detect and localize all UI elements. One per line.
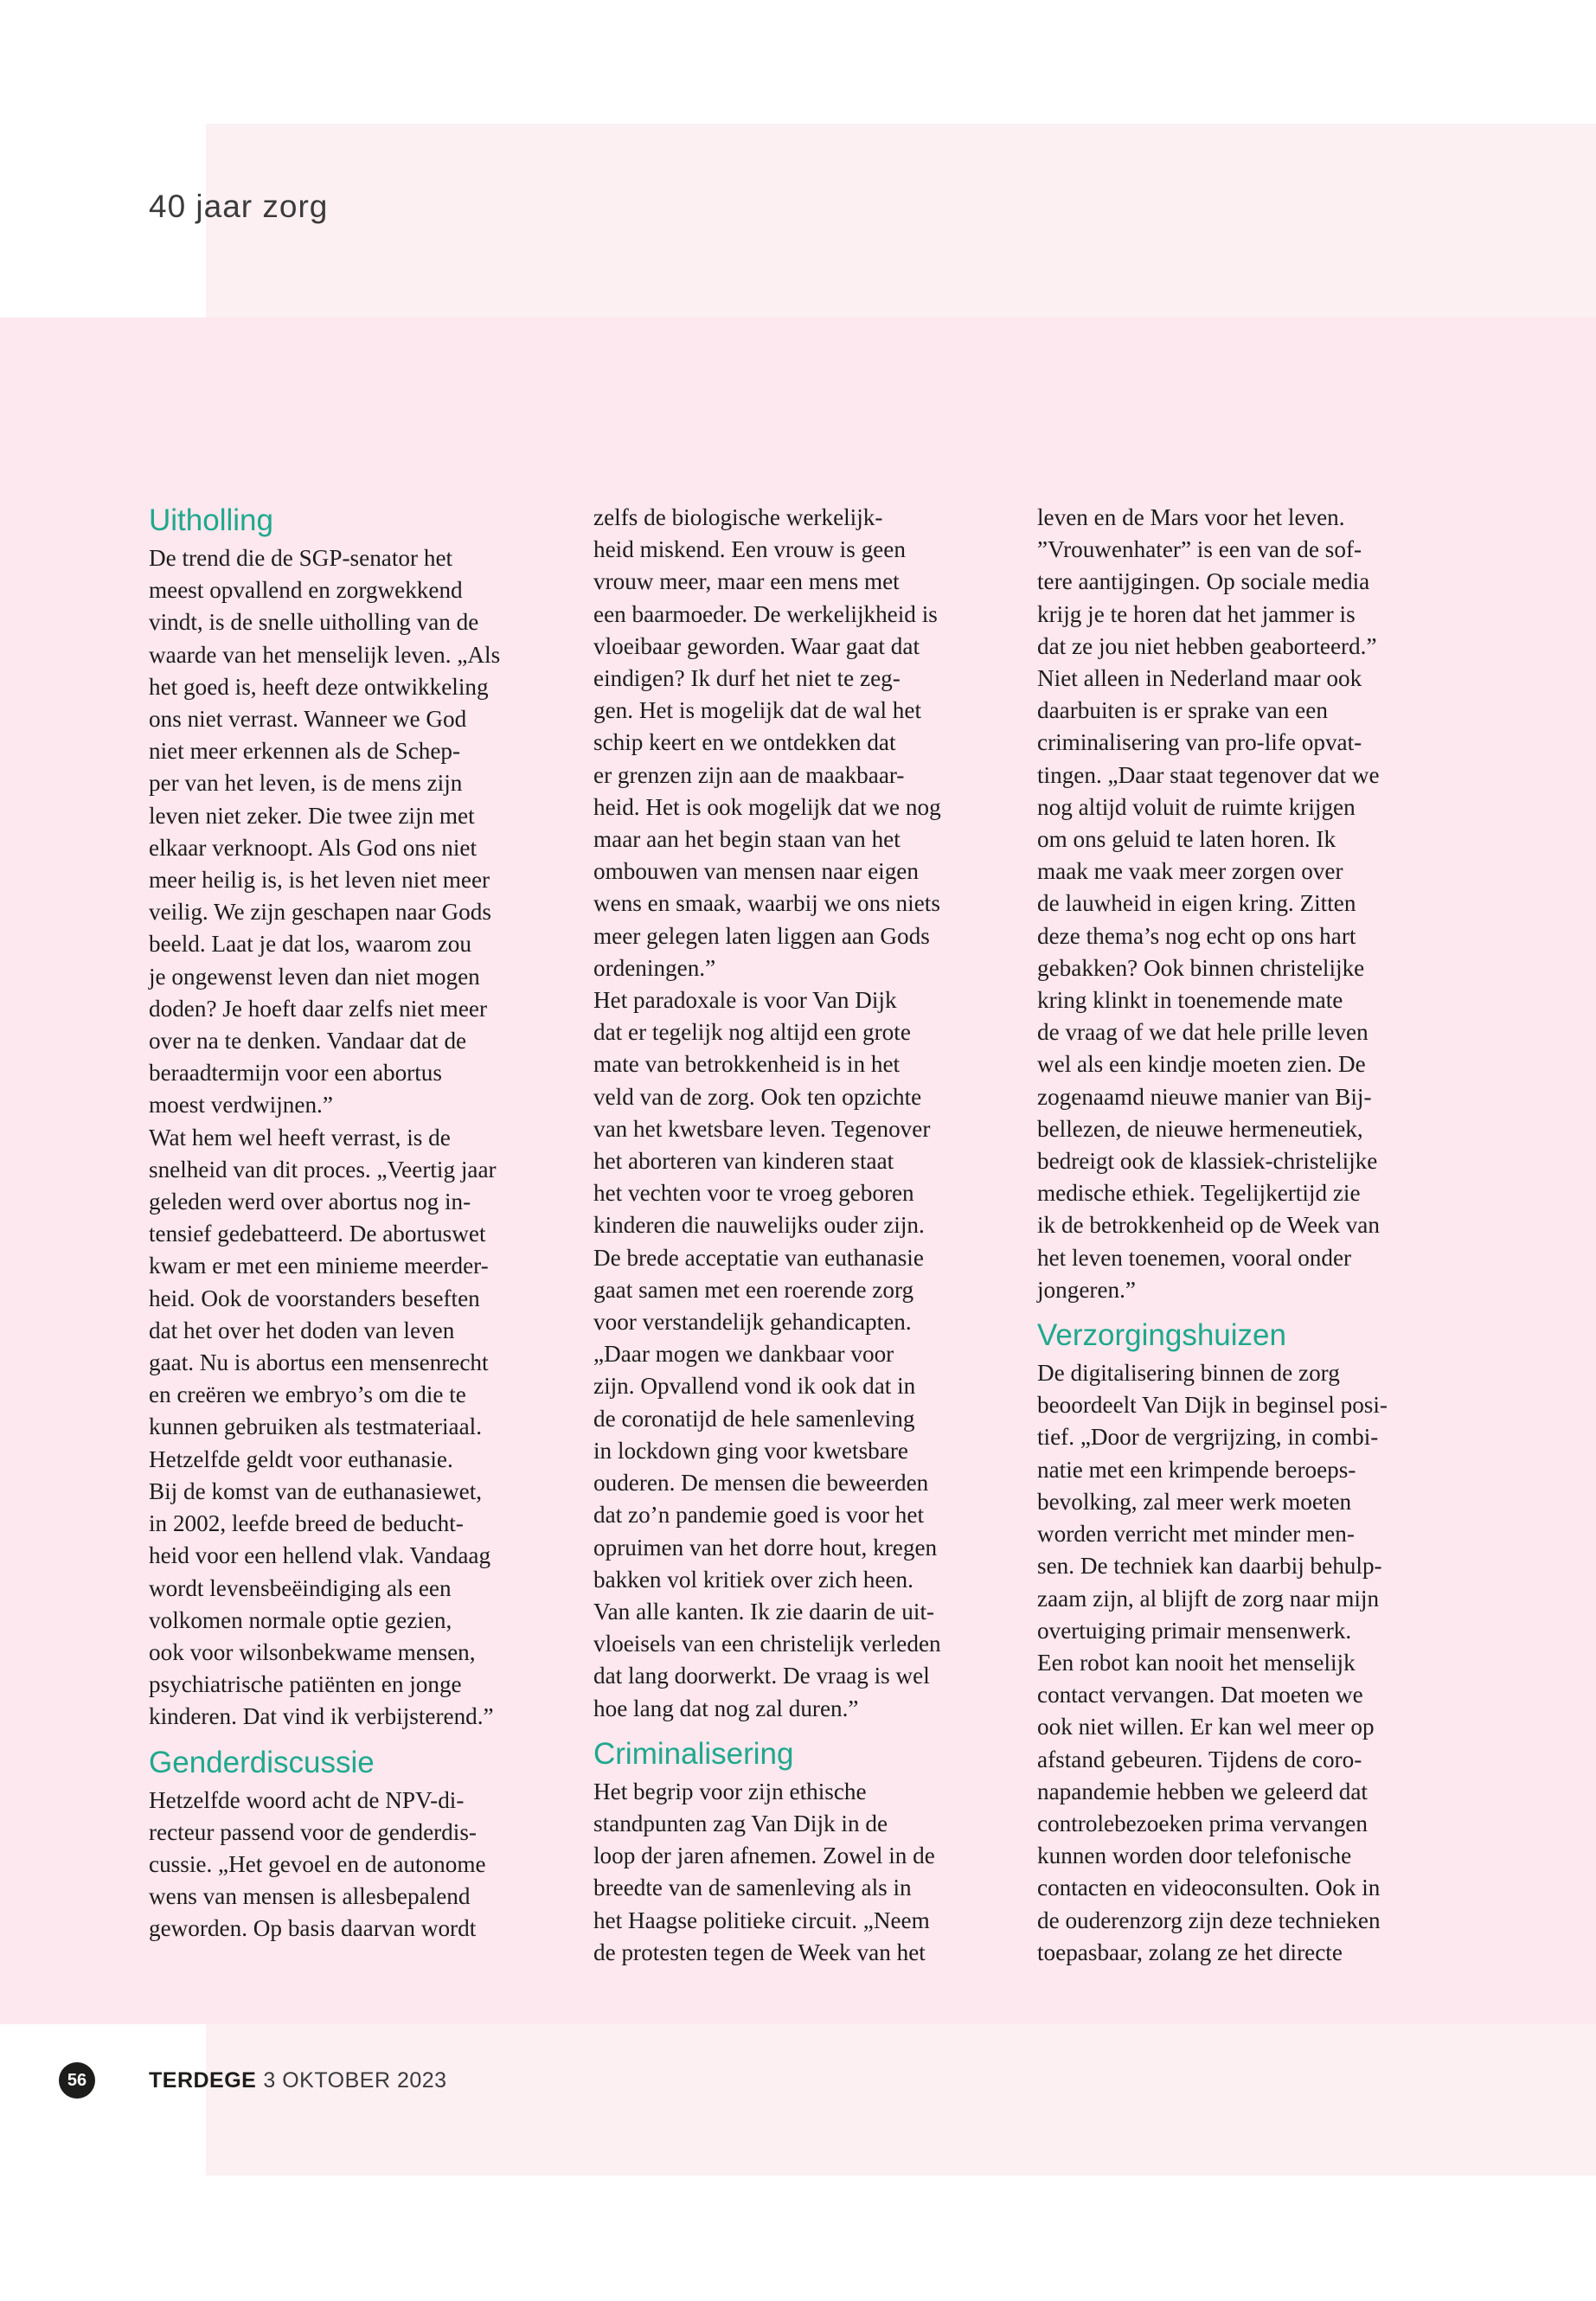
text-line: de protesten tegen de Week van het xyxy=(593,1939,926,1965)
text-line: opruimen van het dorre hout, kregen xyxy=(593,1534,938,1561)
section-heading: Genderdiscussie xyxy=(149,1745,375,1779)
text-line: beraadtermijn voor een abortus xyxy=(149,1060,442,1086)
text-line: contact vervangen. Dat moeten we xyxy=(1037,1682,1363,1708)
text-line: ordeningen.” xyxy=(593,954,716,981)
text-line: bedreigt ook de klassiek-christelijke xyxy=(1037,1148,1378,1175)
text-line: zijn. Opvallend vond ik ook dat in xyxy=(593,1373,916,1400)
text-line: Niet alleen in Nederland maar ook xyxy=(1037,665,1362,692)
issue-date: 3 OKTOBER 2023 xyxy=(263,2067,447,2093)
text-line: tief. „Door de vergrijzing, in combi- xyxy=(1037,1424,1379,1451)
text-line: het leven toenemen, vooral onder xyxy=(1037,1244,1352,1271)
article-paragraph xyxy=(593,1776,1014,1969)
text-line: niet meer erkennen als de Schep- xyxy=(149,738,461,765)
text-line: snelheid van dit proces. „Veertig jaar xyxy=(149,1156,497,1183)
text-line: vloeibaar geworden. Waar gaat dat xyxy=(593,632,920,659)
text-line: leven niet zeker. Die twee zijn met xyxy=(149,802,475,829)
article-column-1 xyxy=(149,502,569,1945)
text-line: contacten en videoconsulten. Ook in xyxy=(1037,1875,1381,1901)
page-footer xyxy=(59,2062,447,2099)
text-line: mate van betrokkenheid is in het xyxy=(593,1051,901,1078)
text-line: dat het over het doden van leven xyxy=(149,1317,455,1343)
text-line: elkaar verknoopt. Als God ons niet xyxy=(149,834,478,861)
text-line: de ouderenzorg zijn deze technieken xyxy=(1037,1907,1381,1933)
text-line: gen. Het is mogelijk dat de wal het xyxy=(593,697,922,724)
text-line: meest opvallend en zorgwekkend xyxy=(149,577,463,604)
text-line: vindt, is de snelle uitholling van de xyxy=(149,609,479,636)
article-paragraph xyxy=(149,1476,569,1734)
text-line: er grenzen zijn aan de maakbaar- xyxy=(593,761,905,788)
text-line: het goed is, heeft deze ontwikkeling xyxy=(149,673,489,700)
text-line: leven en de Mars voor het leven. xyxy=(1037,504,1345,530)
text-line: ik de betrokkenheid op de Week van xyxy=(1037,1212,1380,1239)
article-column-2 xyxy=(593,502,1014,1969)
text-line: tensief gedebatteerd. De abortuswet xyxy=(149,1221,486,1247)
text-line: zogenaamd nieuwe manier van Bij- xyxy=(1037,1083,1372,1110)
section-heading: Verzorgingshuizen xyxy=(1037,1318,1286,1353)
text-line: over na te denken. Vandaar dat de xyxy=(149,1028,467,1054)
text-line: De brede acceptatie van euthanasie xyxy=(593,1244,924,1271)
text-line: eindigen? Ik durf het niet te zeg- xyxy=(593,665,901,692)
text-line: natie met een krimpende beroeps- xyxy=(1037,1456,1356,1483)
text-line: ook niet willen. Er kan wel meer op xyxy=(1037,1714,1375,1740)
text-line: het vechten voor te vroeg geboren xyxy=(593,1180,914,1207)
article-paragraph xyxy=(149,542,569,1122)
text-line: cussie. „Het gevoel en de autonome xyxy=(149,1850,486,1877)
page-number: 56 xyxy=(59,2062,95,2099)
text-line: heid miskend. Een vrouw is geen xyxy=(593,536,906,563)
text-line: de lauwheid in eigen kring. Zitten xyxy=(1037,890,1356,917)
text-line: Bij de komst van de euthanasiewet, xyxy=(149,1477,483,1504)
text-line: ons niet verrast. Wanneer we God xyxy=(149,706,467,733)
text-line: breedte van de samenleving als in xyxy=(593,1875,912,1901)
text-line: overtuiging primair mensenwerk. xyxy=(1037,1617,1352,1644)
text-line: bevolking, zal meer werk moeten xyxy=(1037,1488,1352,1515)
text-line: recteur passend voor de genderdis- xyxy=(149,1818,477,1845)
text-line: beeld. Laat je dat los, waarom zou xyxy=(149,931,471,958)
article-paragraph xyxy=(149,1122,569,1476)
section-title: 40 jaar zorg xyxy=(149,189,329,224)
text-line: kring klinkt in toenemende mate xyxy=(1037,987,1343,1014)
text-line: beoordeelt Van Dijk in beginsel posi- xyxy=(1037,1392,1388,1419)
text-line: tingen. „Daar staat tegenover dat we xyxy=(1037,761,1380,788)
text-line: de coronatijd de hele samenleving xyxy=(593,1405,915,1432)
text-line: hoe lang dat nog zal duren.” xyxy=(593,1695,859,1721)
text-line: doden? Je hoeft daar zelfs niet meer xyxy=(149,995,488,1022)
article-paragraph xyxy=(593,984,1014,1725)
text-line: je ongewenst leven dan niet mogen xyxy=(149,963,480,990)
text-line: medische ethiek. Tegelijkertijd zie xyxy=(1037,1180,1361,1207)
text-line: controlebezoeken prima vervangen xyxy=(1037,1810,1368,1836)
text-line: wens van mensen is allesbepalend xyxy=(149,1883,471,1910)
footer-background xyxy=(206,2024,1596,2176)
text-line: wordt levensbeëindiging als een xyxy=(149,1574,452,1601)
article-paragraph xyxy=(1037,502,1458,1306)
text-line: gebakken? Ook binnen christelijke xyxy=(1037,954,1365,981)
text-line: maar aan het begin staan van het xyxy=(593,826,901,853)
text-line: Een robot kan nooit het menselijk xyxy=(1037,1649,1356,1676)
text-line: afstand gebeuren. Tijdens de coro- xyxy=(1037,1746,1362,1772)
text-line: toepasbaar, zolang ze het directe xyxy=(1037,1939,1343,1965)
text-line: het aborteren van kinderen staat xyxy=(593,1148,894,1175)
text-line: krijg je te horen dat het jammer is xyxy=(1037,600,1356,627)
text-line: vloeisels van een christelijk verleden xyxy=(593,1631,941,1657)
text-line: Wat hem wel heeft verrast, is de xyxy=(149,1124,451,1150)
text-line: worden verricht met minder men- xyxy=(1037,1521,1355,1548)
text-line: volkomen normale optie gezien, xyxy=(149,1606,452,1633)
text-line: kinderen die nauwelijks ouder zijn. xyxy=(593,1212,925,1239)
text-line: geleden werd over abortus nog in- xyxy=(149,1189,471,1215)
text-line: ouderen. De mensen die beweerden xyxy=(593,1470,929,1497)
text-line: standpunten zag Van Dijk in de xyxy=(593,1810,888,1836)
text-line: Het begrip voor zijn ethische xyxy=(593,1778,867,1804)
text-line: om ons geluid te laten horen. Ik xyxy=(1037,826,1336,853)
text-line: dat er tegelijk nog altijd een grote xyxy=(593,1019,911,1046)
text-line: kunnen worden door telefonische xyxy=(1037,1843,1352,1869)
text-line: maak me vaak meer zorgen over xyxy=(1037,858,1343,885)
article-column-3 xyxy=(1037,502,1458,1969)
text-line: Hetzelfde woord acht de NPV-di- xyxy=(149,1786,465,1813)
text-line: Van alle kanten. Ik zie daarin de uit- xyxy=(593,1598,935,1625)
article-paragraph xyxy=(149,1785,569,1945)
text-line: veld van de zorg. Ook ten opzichte xyxy=(593,1083,922,1110)
text-line: deze thema’s nog echt op ons hart xyxy=(1037,922,1356,949)
text-line: ”Vrouwenhater” is een van de sof- xyxy=(1037,536,1362,563)
text-line: „Daar mogen we dankbaar voor xyxy=(593,1341,894,1368)
text-line: meer gelegen laten liggen aan Gods xyxy=(593,922,930,949)
text-line: dat ze jou niet hebben geaborteerd.” xyxy=(1037,632,1377,659)
text-line: bakken vol kritiek over zich heen. xyxy=(593,1566,913,1593)
text-line: sen. De techniek kan daarbij behulp- xyxy=(1037,1553,1382,1580)
article-paragraph xyxy=(593,502,1014,984)
text-line: per van het leven, is de mens zijn xyxy=(149,770,463,797)
section-heading: Criminalisering xyxy=(593,1736,794,1771)
text-line: daarbuiten is er sprake van een xyxy=(1037,697,1328,724)
text-line: een baarmoeder. De werkelijkheid is xyxy=(593,600,938,627)
text-line: tere aantijgingen. Op sociale media xyxy=(1037,568,1370,595)
text-line: napandemie hebben we geleerd dat xyxy=(1037,1778,1368,1804)
text-line: dat lang doorwerkt. De vraag is wel xyxy=(593,1663,930,1689)
text-line: heid voor een hellend vlak. Vandaag xyxy=(149,1542,491,1569)
text-line: veilig. We zijn geschapen naar Gods xyxy=(149,899,491,926)
text-line: en creëren we embryo’s om die te xyxy=(149,1381,466,1408)
text-line: vrouw meer, maar een mens met xyxy=(593,568,900,595)
text-line: waarde van het menselijk leven. „Als xyxy=(149,641,501,668)
text-line: zaam zijn, al blijft de zorg naar mijn xyxy=(1037,1585,1380,1612)
text-line: in 2002, leefde breed de beducht- xyxy=(149,1510,464,1537)
text-line: Hetzelfde geldt voor euthanasie. xyxy=(149,1445,453,1472)
text-line: moest verdwijnen.” xyxy=(149,1092,333,1118)
text-line: zelfs de biologische werkelijk- xyxy=(593,504,883,530)
text-line: ook voor wilsonbekwame mensen, xyxy=(149,1638,476,1665)
magazine-name: TERDEGE xyxy=(149,2067,257,2093)
text-line: heid. Ook de voorstanders beseften xyxy=(149,1285,480,1311)
text-line: Het paradoxale is voor Van Dijk xyxy=(593,987,897,1014)
text-line: De digitalisering binnen de zorg xyxy=(1037,1360,1340,1387)
text-line: criminalisering van pro-life opvat- xyxy=(1037,729,1362,756)
section-heading: Uitholling xyxy=(149,503,273,537)
text-line: kwam er met een minieme meerder- xyxy=(149,1253,489,1279)
text-line: voor verstandelijk gehandicapten. xyxy=(593,1309,912,1336)
text-line: dat zo’n pandemie goed is voor het xyxy=(593,1502,925,1529)
text-line: geworden. Op basis daarvan wordt xyxy=(149,1915,477,1942)
text-line: ombouwen van mensen naar eigen xyxy=(593,858,919,885)
text-line: bellezen, de nieuwe hermeneutiek, xyxy=(1037,1115,1363,1142)
text-line: jongeren.” xyxy=(1037,1276,1136,1303)
text-line: gaat samen met een roerende zorg xyxy=(593,1276,914,1303)
text-line: gaat. Nu is abortus een mensenrecht xyxy=(149,1349,489,1376)
text-line: van het kwetsbare leven. Tegenover xyxy=(593,1115,931,1142)
text-line: kinderen. Dat vind ik verbijsterend.” xyxy=(149,1703,494,1730)
text-line: heid. Het is ook mogelijk dat we nog xyxy=(593,793,941,820)
text-line: meer heilig is, is het leven niet meer xyxy=(149,867,490,894)
text-line: wel als een kindje moeten zien. De xyxy=(1037,1051,1366,1078)
text-line: schip keert en we ontdekken dat xyxy=(593,729,896,756)
text-line: De trend die de SGP-senator het xyxy=(149,545,453,571)
text-line: in lockdown ging voor kwetsbare xyxy=(593,1437,908,1464)
text-line: loop der jaren afnemen. Zowel in de xyxy=(593,1843,935,1869)
text-line: het Haagse politieke circuit. „Neem xyxy=(593,1907,930,1933)
text-line: psychiatrische patiënten en jonge xyxy=(149,1671,462,1698)
text-line: nog altijd voluit de ruimte krijgen xyxy=(1037,793,1356,820)
text-line: kunnen gebruiken als testmateriaal. xyxy=(149,1413,483,1440)
text-line: de vraag of we dat hele prille leven xyxy=(1037,1019,1368,1046)
article-paragraph xyxy=(1037,1357,1458,1969)
header-background xyxy=(206,124,1596,317)
text-line: wens en smaak, waarbij we ons niets xyxy=(593,890,940,917)
